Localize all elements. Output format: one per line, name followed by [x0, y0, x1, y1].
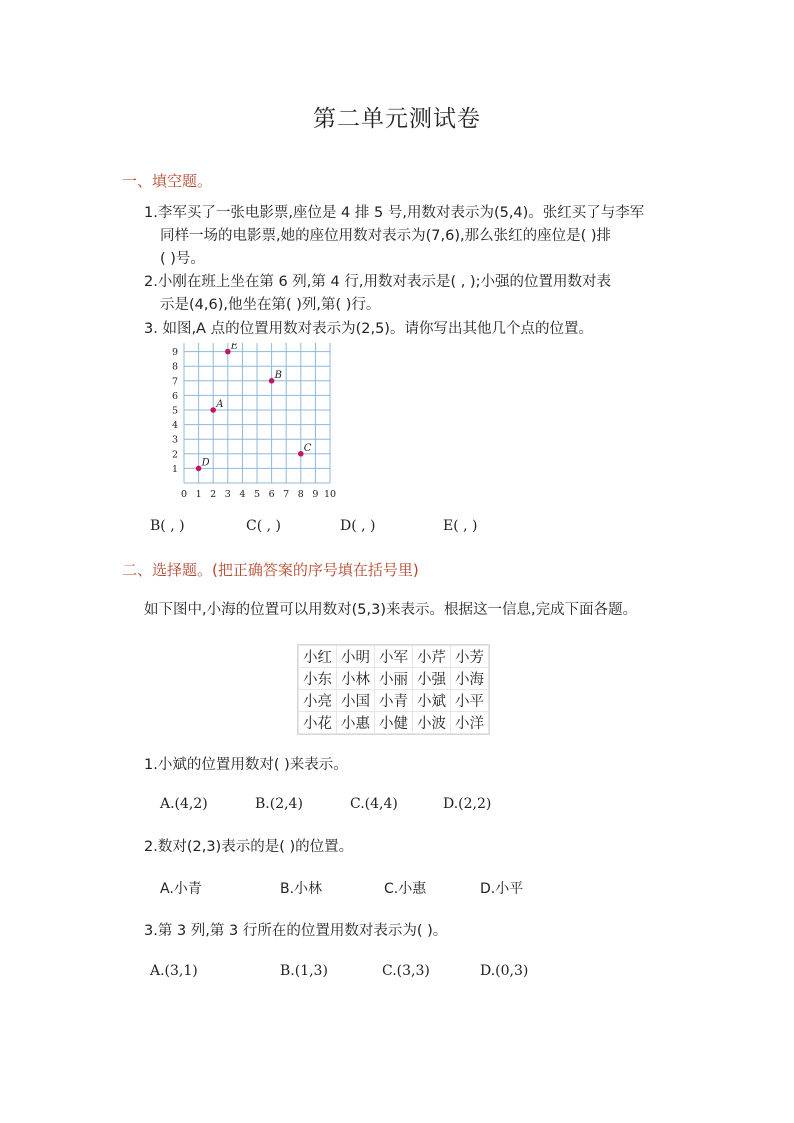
point-label-b: B	[274, 369, 282, 381]
x-tick-label: 1	[195, 489, 202, 500]
answer-slot-b: B( , )	[150, 518, 185, 534]
choice-q3-opt-c: C.(3,3)	[382, 963, 430, 979]
fill-q2-line1: 2.小刚在班上坐在第 6 列,第 4 行,用数对表示是( , );小强的位置用数对表	[144, 274, 611, 290]
seat-cell: 小青	[375, 690, 413, 712]
point-d	[196, 466, 202, 472]
point-e	[225, 349, 231, 355]
x-tick-label: 7	[283, 489, 290, 500]
seat-cell: 小丽	[375, 668, 413, 690]
choice-q2: 2.数对(2,3)表示的是( )的位置。	[144, 839, 354, 855]
y-tick-label	[166, 343, 178, 344]
coordinate-grid-chart	[160, 343, 350, 507]
seat-cell: 小芳	[451, 646, 489, 668]
seat-row	[299, 712, 489, 734]
x-tick-label: 5	[253, 489, 261, 500]
choice-q1-opt-c: C.(4,4)	[350, 796, 398, 812]
fill-q3-line1: 3. 如图,A 点的位置用数对表示为(2,5)。请你写出其他几个点的位置。	[144, 321, 593, 337]
y-tick-label: 6	[171, 390, 178, 402]
y-tick-label: 2	[171, 449, 178, 461]
x-tick-label: 10	[323, 489, 337, 500]
choice-q2-opt-c: C.小惠	[384, 881, 427, 897]
seat-grid	[298, 645, 489, 734]
section-heading-choice: 二、选择题。(把正确答案的序号填在括号里)	[122, 561, 419, 579]
fill-q1-line3: ( )号。	[160, 251, 205, 267]
answer-slot-e: E( , )	[443, 518, 478, 534]
choice-q3-opt-d: D.(0,3)	[480, 963, 529, 979]
choice-q2-opt-b: B.小林	[280, 881, 323, 897]
choice-q1-opt-b: B.(2,4)	[255, 796, 303, 812]
seat-cell: 小惠	[337, 712, 375, 734]
point-label-e: E	[230, 343, 239, 352]
choice-q2-opt-a: A.小青	[160, 881, 202, 897]
x-tick-label: 6	[268, 489, 275, 500]
y-tick-label: 3	[171, 434, 178, 446]
point-label-d: D	[201, 457, 210, 469]
choice-q2-opt-d: D.小平	[480, 881, 524, 897]
fill-q1-line2: 同样一场的电影票,她的座位用数对表示为(7,6),那么张红的座位是( )排	[160, 228, 612, 244]
answer-slot-d: D( , )	[340, 518, 376, 534]
choice-q1-opt-d: D.(2,2)	[443, 796, 492, 812]
point-label-c: C	[303, 442, 312, 454]
x-tick-label: 2	[210, 489, 217, 500]
answer-slot-c: C( , )	[246, 518, 281, 534]
choice-q1: 1.小斌的位置用数对( )来表示。	[144, 757, 348, 773]
y-tick-label: 1	[171, 463, 178, 475]
seat-cell: 小斌	[413, 690, 451, 712]
seat-cell: 小花	[299, 712, 337, 734]
seat-cell: 小强	[413, 668, 451, 690]
seat-cell: 小明	[337, 646, 375, 668]
fill-q1-line1: 1.李军买了一张电影票,座位是 4 排 5 号,用数对表示为(5,4)。张红买了与李军	[144, 205, 645, 221]
x-tick-label: 8	[297, 489, 304, 500]
grid-svg	[160, 343, 350, 503]
seat-cell: 小国	[337, 690, 375, 712]
seat-cell: 小海	[451, 668, 489, 690]
choice-q1-opt-a: A.(4,2)	[160, 796, 208, 812]
point-label-a: A	[216, 399, 224, 410]
point-b	[269, 378, 275, 384]
seat-row	[299, 646, 489, 668]
x-tick-label: 3	[224, 489, 231, 500]
choice-q3-opt-b: B.(1,3)	[280, 963, 328, 979]
fill-q2-line2: 示是(4,6),他坐在第( )列,第( )行。	[160, 297, 381, 313]
seat-row	[299, 690, 489, 712]
seat-cell: 小健	[375, 712, 413, 734]
y-tick-label: 4	[171, 420, 178, 432]
seat-cell: 小东	[299, 668, 337, 690]
point-a	[210, 407, 216, 413]
point-c	[298, 451, 304, 457]
y-tick-label: 8	[171, 361, 178, 373]
seat-cell: 小军	[375, 646, 413, 668]
section-heading-fill: 一、填空题。	[122, 172, 213, 190]
x-tick-label: 9	[312, 489, 319, 500]
seat-cell: 小亮	[299, 690, 337, 712]
choice-intro: 如下图中,小海的位置可以用数对(5,3)来表示。根据这一信息,完成下面各题。	[144, 602, 638, 618]
seat-cell: 小波	[413, 712, 451, 734]
choice-q3-opt-a: A.(3,1)	[150, 963, 198, 979]
page-title: 第二单元测试卷	[313, 106, 481, 132]
seat-cell: 小平	[451, 690, 489, 712]
y-tick-label: 5	[171, 405, 178, 417]
seat-cell: 小芹	[413, 646, 451, 668]
seat-cell: 小红	[299, 646, 337, 668]
seat-cell: 小林	[337, 668, 375, 690]
x-tick-label: 0	[180, 489, 188, 500]
seat-row	[299, 668, 489, 690]
y-tick-label: 9	[171, 347, 178, 359]
seat-cell: 小洋	[451, 712, 489, 734]
choice-q3: 3.第 3 列,第 3 行所在的位置用数对表示为( )。	[144, 923, 448, 939]
x-tick-label: 4	[239, 489, 246, 500]
seat-table	[297, 644, 490, 735]
y-tick-label: 7	[171, 376, 178, 388]
